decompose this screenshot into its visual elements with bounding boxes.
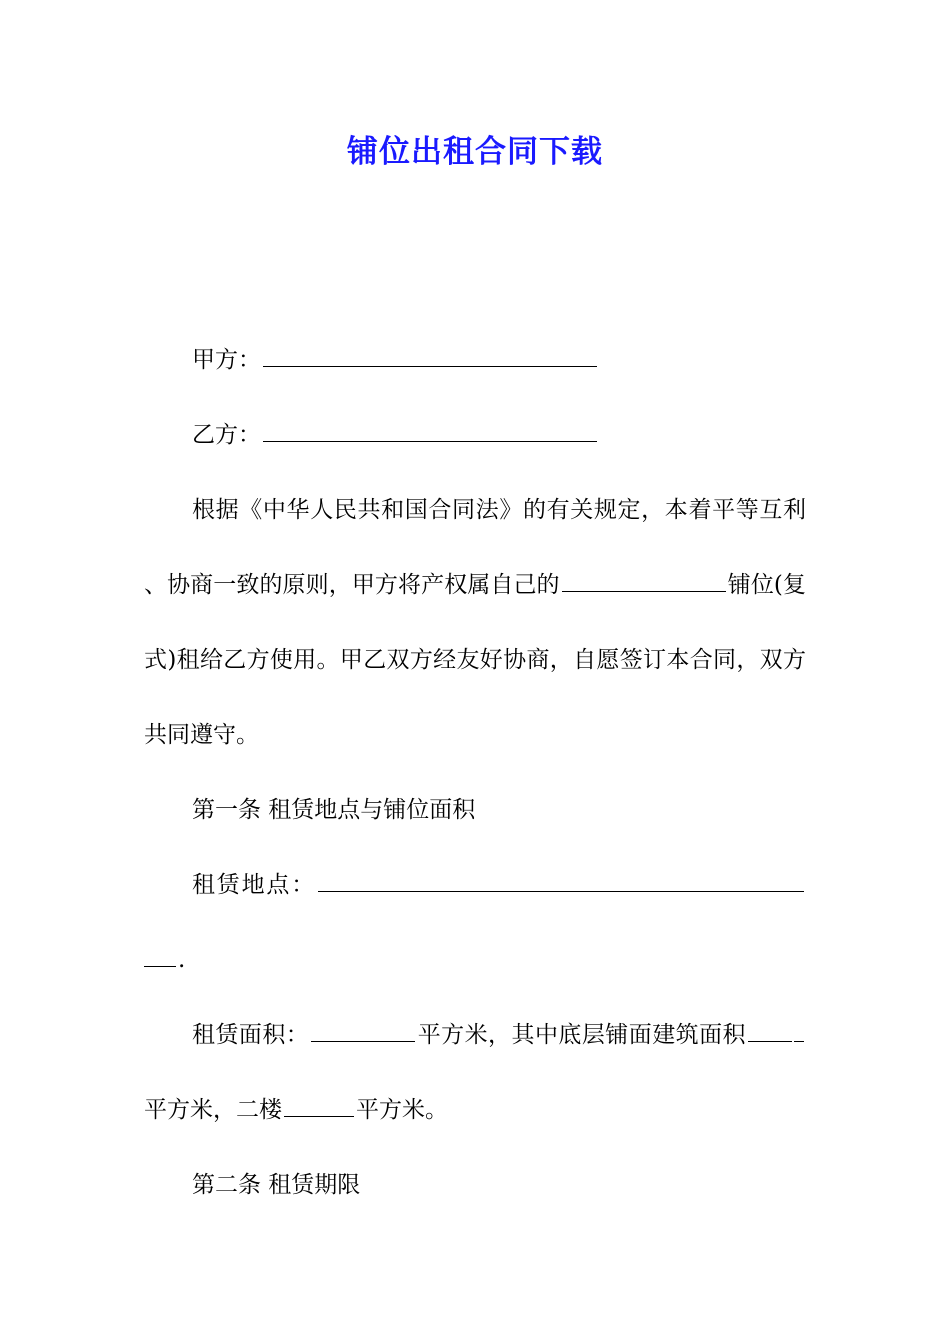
- location-blank-1: [318, 890, 804, 892]
- shop-name-blank: [562, 590, 726, 592]
- party-a-blank: [263, 365, 597, 367]
- party-b-label: 乙方：: [192, 422, 261, 448]
- preamble-text-2: 铺位(复式)租给乙方使用。甲乙双方经友好协商，自愿签订本合同，双方共同遵守。: [144, 572, 806, 748]
- area-second-floor-blank: [284, 1115, 354, 1117]
- area-text-3: 平方米。: [356, 1097, 448, 1123]
- area-text-1: 平方米，其中底层铺面建筑面积: [417, 1022, 746, 1048]
- party-a-label: 甲方：: [192, 347, 261, 373]
- party-b-line: [144, 398, 806, 473]
- preamble-paragraph: [144, 473, 806, 773]
- document-body: [144, 323, 806, 1223]
- party-a-line: [144, 323, 806, 398]
- area-label: 租赁面积：: [192, 1022, 310, 1048]
- location-paragraph: [144, 848, 806, 998]
- location-blank-2: [144, 965, 176, 967]
- article-2-heading: 第二条 租赁期限: [192, 1172, 361, 1198]
- document-title: 铺位出租合同下载: [347, 134, 603, 170]
- area-ground-blank-1: [748, 1040, 792, 1042]
- area-paragraph: [144, 998, 806, 1148]
- location-label: 租赁地点：: [192, 872, 316, 898]
- article-1-heading: 第一条 租赁地点与铺位面积: [192, 797, 476, 823]
- area-text-2: 平方米，二楼: [144, 1097, 282, 1123]
- preamble-text-1: 根据《中华人民共和国合同法》的有关规定，本着平等互利、协商一致的原则，甲方将产权属自己的: [144, 497, 806, 598]
- area-ground-blank-2: [794, 1040, 804, 1042]
- location-end: .: [178, 947, 186, 973]
- party-b-blank: [263, 440, 597, 442]
- area-total-blank: [311, 1040, 415, 1042]
